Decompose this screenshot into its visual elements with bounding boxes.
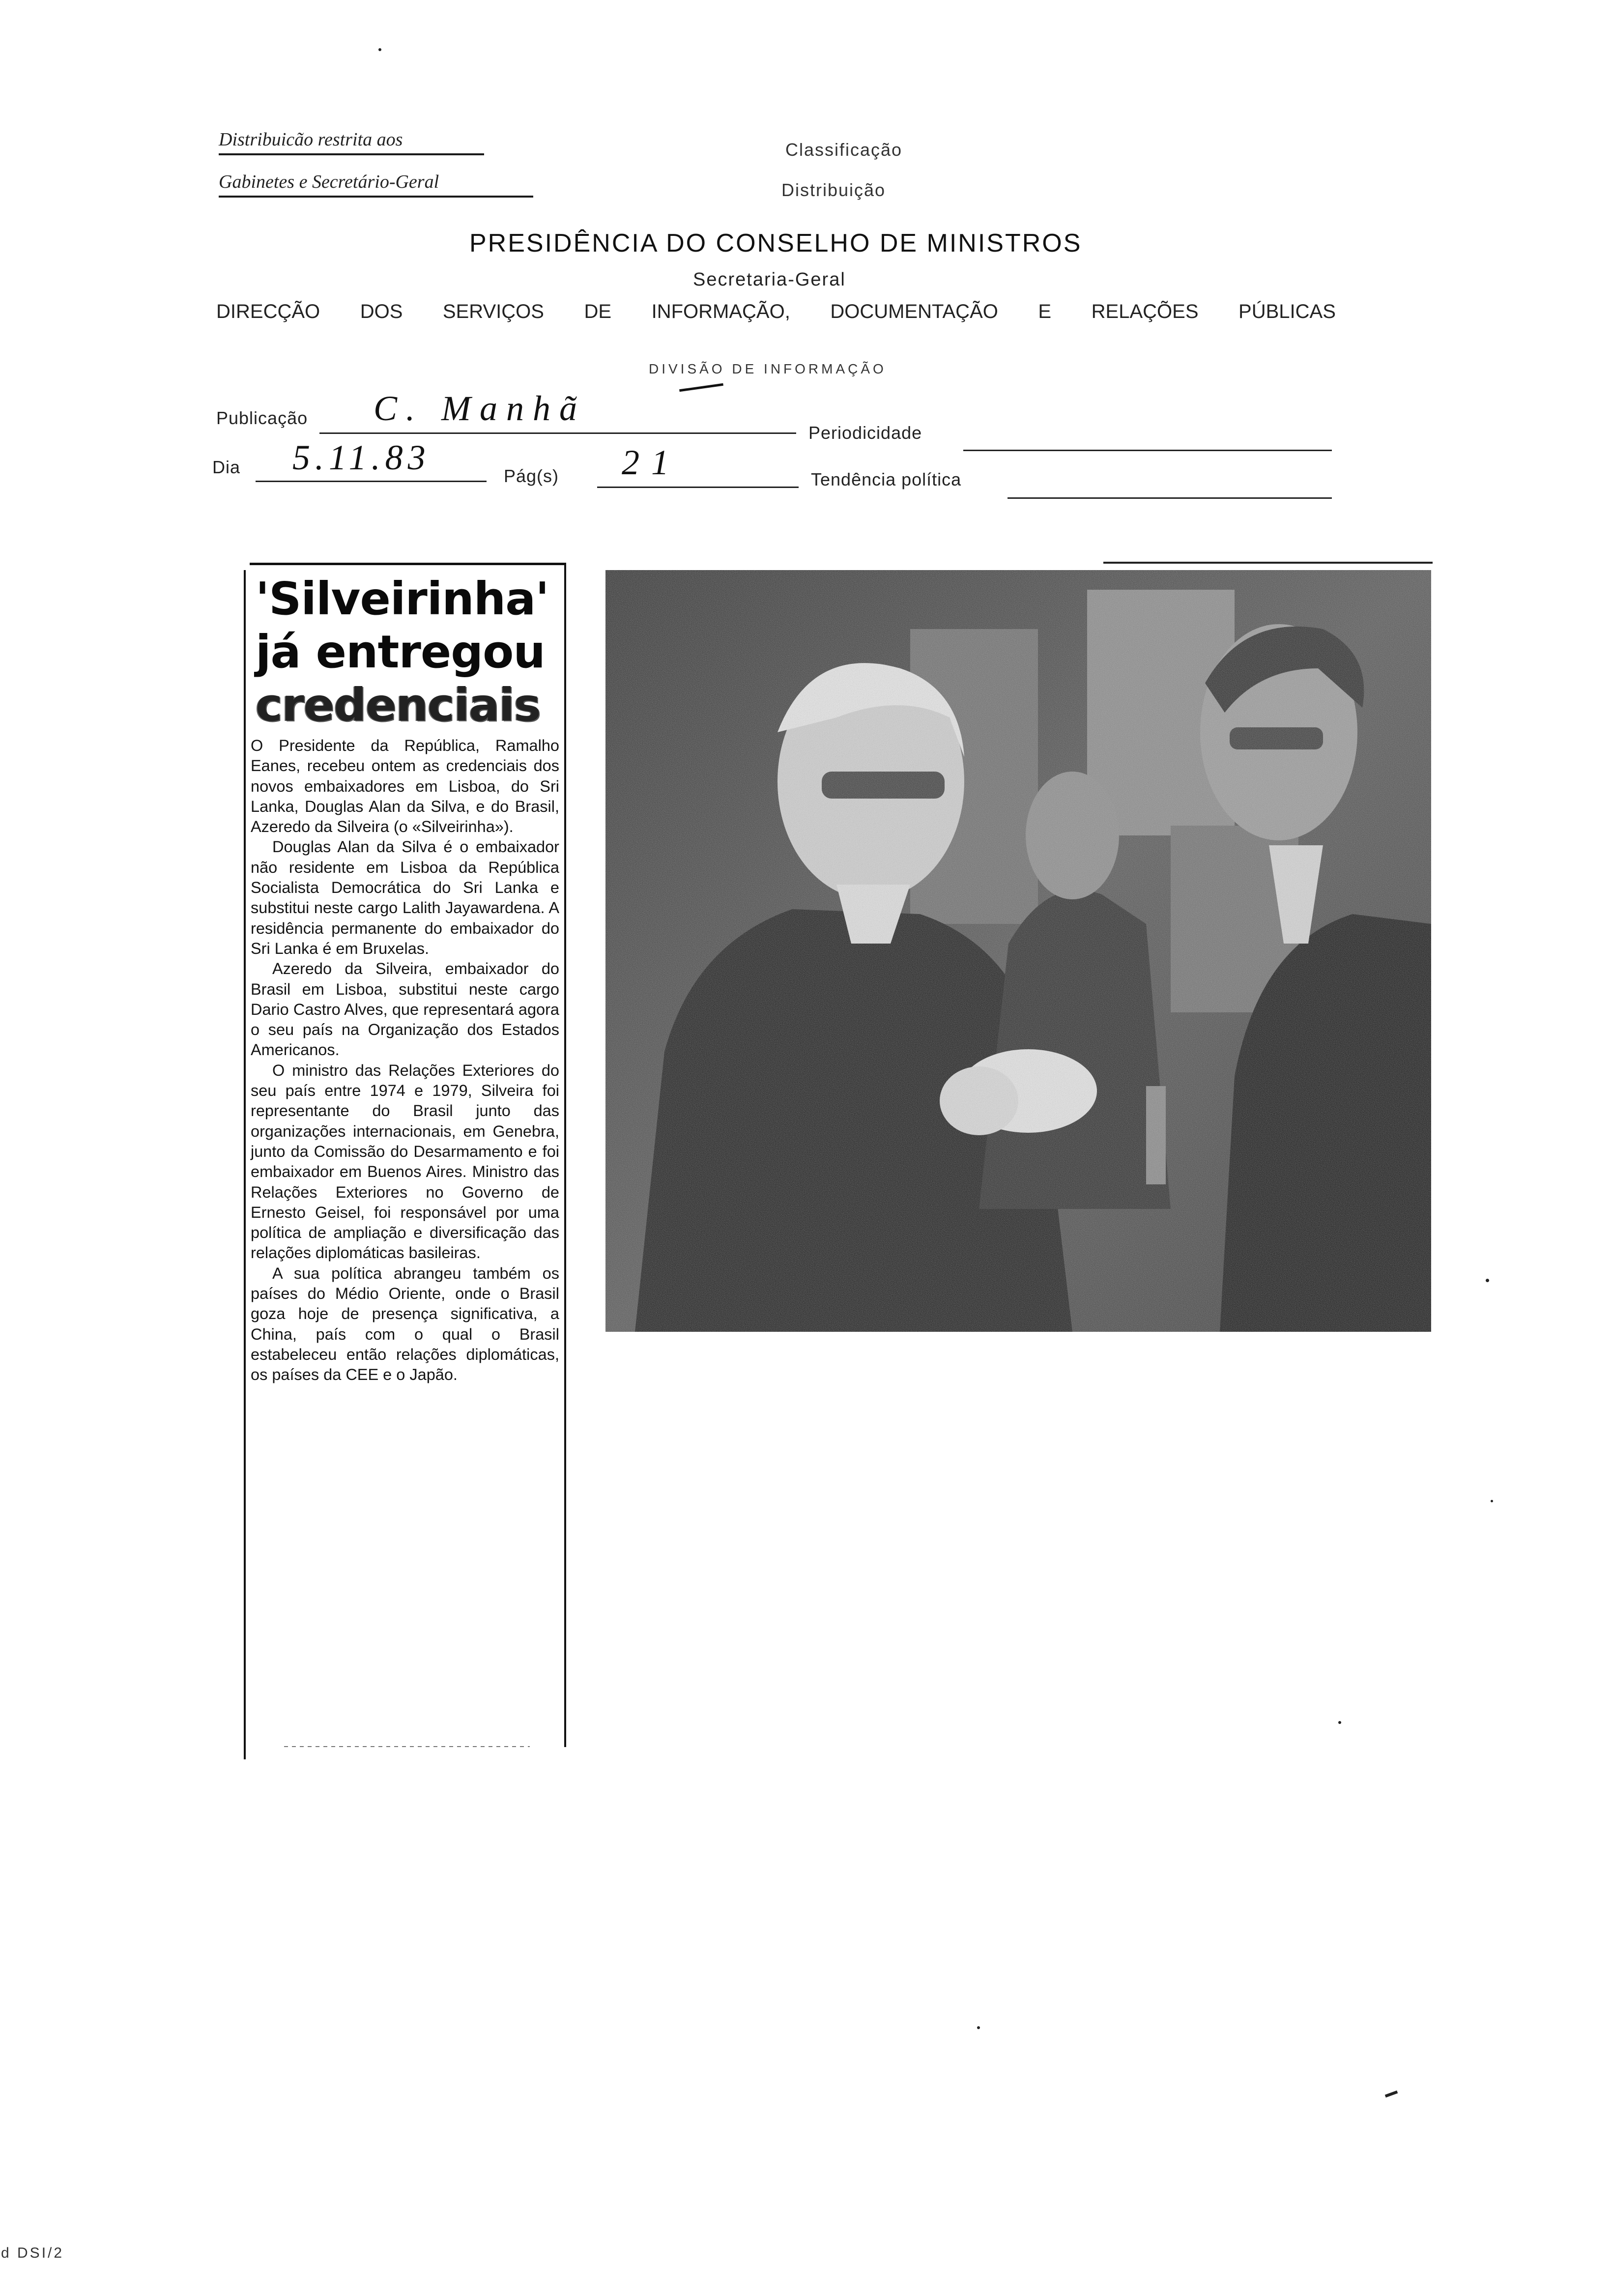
article-paragraph-5: A sua política abrangeu também os países do Médio Oriente, onde o Brasil goza hoje de presença significativa, a China, país com o qual o Brasil estabeleceu então relações diplomáticas, os países da CEE e o Japão. (251, 1264, 559, 1384)
pages-line (597, 487, 799, 488)
article-paragraph-4: O ministro das Relações Exteriores do seu país entre 1974 e 1979, Silveira foi representante do Brasil junto das organizações internacionais, em Genebra, junto da Comissão do Desarmamento e foi embaixador em Buenos Aires. Ministro das Relações Exteriores no Governo de Ernesto Geisel, foi responsável por uma política de ampliação e diversificação das relações diplomáticas basileiras. (251, 1061, 559, 1262)
scan-speck (1491, 1500, 1493, 1502)
day-line (256, 481, 487, 482)
pages-value: 21 (622, 443, 681, 482)
article-paragraph-3: Azeredo da Silveira, embaixador do Brasil em Lisboa, substitui neste cargo Dario Castro Alves, que representará agora o seu país na Organização dos Estados Americanos. (251, 960, 559, 1059)
department-word: INFORMAÇÃO, (651, 301, 790, 322)
news-photo-image (605, 570, 1431, 1332)
page-title: PRESIDÊNCIA DO CONSELHO DE MINISTROS (469, 229, 1082, 258)
department-word: E (1038, 301, 1052, 322)
department-word: DOS (360, 301, 403, 322)
restricted-distribution-line1: Distribuicão restrita aos (219, 129, 403, 150)
day-label: Dia (212, 457, 241, 477)
photo-top-rule (1103, 562, 1433, 564)
newspaper-clipping (240, 563, 569, 1762)
department-word: DE (584, 301, 612, 322)
page-subtitle: Secretaria-Geral (693, 269, 846, 290)
publication-line (319, 432, 796, 434)
scan-speck (1486, 1279, 1489, 1282)
department-word: RELAÇÕES (1091, 301, 1199, 322)
department-word: SERVIÇOS (442, 301, 544, 322)
periodicity-line (963, 450, 1332, 451)
torn-edge (284, 1746, 530, 1747)
scan-speck (1338, 1721, 1341, 1724)
headline-line-1: 'Silveirinha' (256, 573, 549, 625)
scan-mark (1385, 2091, 1398, 2098)
scan-speck (977, 2026, 980, 2029)
headline-line-3: credenciais (256, 679, 541, 731)
division-label: DIVISÃO DE INFORMAÇÃO (649, 361, 887, 376)
clipping-top-border (250, 563, 564, 565)
article-paragraph-2: Douglas Alan da Silva é o embaixador não residente em Lisboa da República Socialista Democrática do Sri Lanka e substitui neste cargo Lalith Jayawardena. A residência permanente do embaixador do Sri Lanka é em Bruxelas. (251, 838, 559, 957)
pages-label: Pág(s) (504, 466, 559, 486)
restricted-distribution-line2: Gabinetes e Secretário-Geral (219, 172, 439, 192)
footer-code: d DSI/2 (1, 2245, 64, 2261)
restricted-underline-1 (219, 153, 484, 155)
department-word: DIRECÇÃO (216, 301, 320, 322)
clipping-right-border (564, 563, 566, 1747)
handwriting-stroke (679, 383, 723, 392)
article-paragraph-1: O Presidente da República, Ramalho Eanes, recebeu ontem as credenciais dos novos embaixadores em Lisboa, do Sri Lanka, Douglas Alan da Silva, e do Brasil, Azeredo da Silveira (o «Silveirinha»). (251, 737, 559, 836)
political-tendency-line (1008, 497, 1332, 499)
department-word: DOCUMENTAÇÃO (830, 301, 998, 322)
publication-label: Publicação (216, 408, 308, 428)
periodicity-label: Periodicidade (808, 423, 922, 443)
headline-line-2: já entregou (256, 626, 545, 678)
day-value: 5.11.83 (292, 438, 431, 477)
article-body (251, 736, 559, 1385)
scan-speck (378, 48, 381, 51)
news-photo (605, 570, 1431, 1332)
distribution-label: Distribuição (781, 180, 886, 200)
publication-value: C. Manhã (374, 389, 586, 428)
restricted-underline-2 (219, 196, 533, 198)
department-line (216, 301, 1336, 323)
headline (256, 573, 560, 732)
clipping-left-border (244, 570, 246, 1759)
department-word: PÚBLICAS (1238, 301, 1336, 322)
classification-label: Classificação (785, 140, 903, 160)
political-tendency-label: Tendência política (811, 469, 962, 489)
